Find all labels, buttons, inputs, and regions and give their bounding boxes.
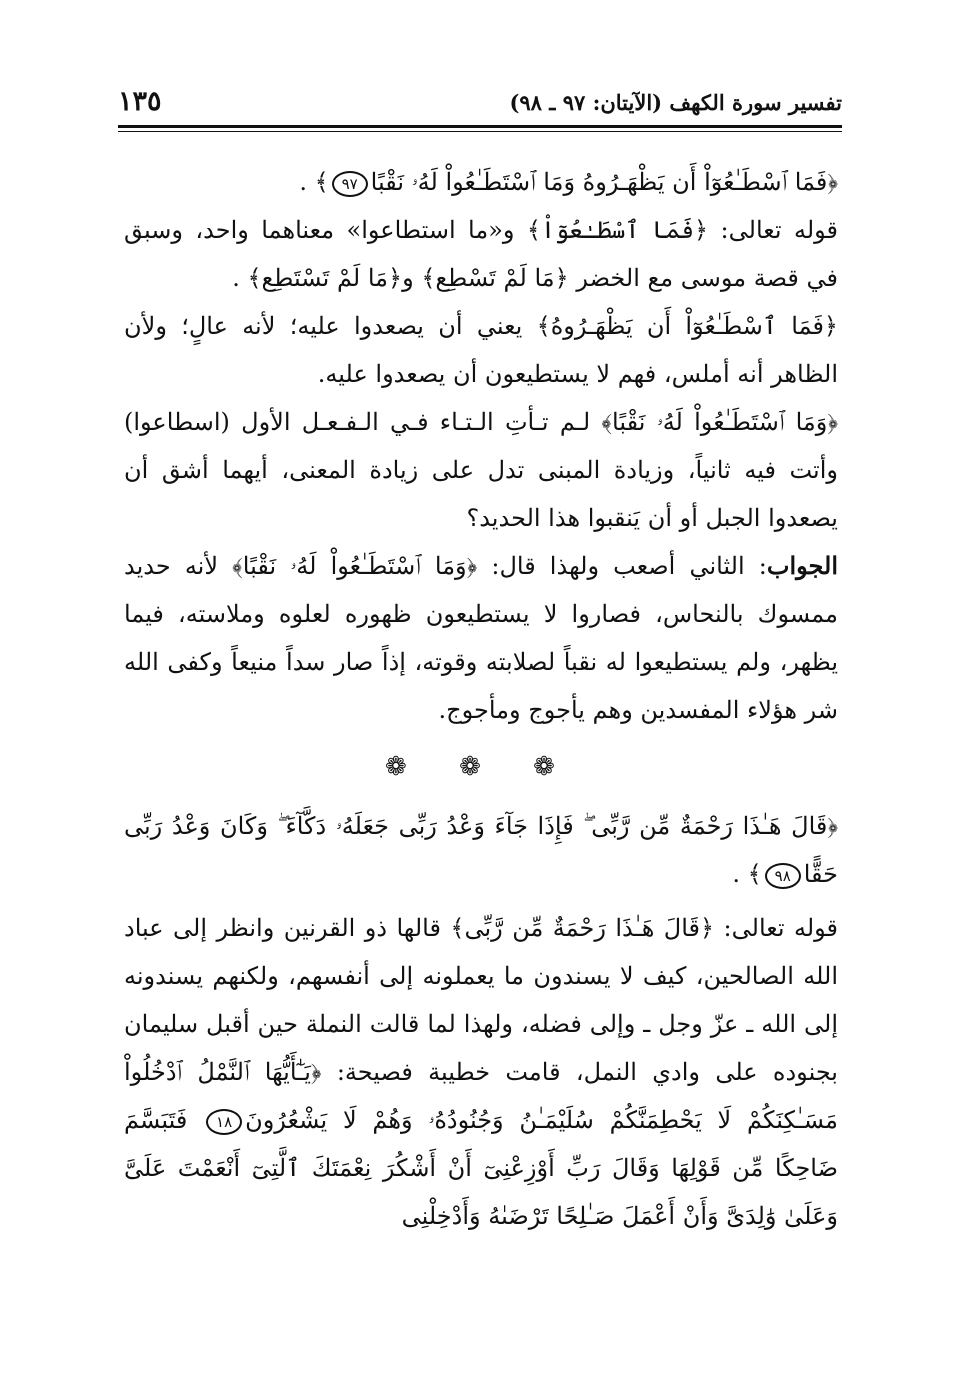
- quran-quote: ﴿مَا لَمْ تَسْطِع﴾: [421, 264, 569, 292]
- header-rule-thin: [118, 131, 842, 132]
- text-run: يعني أن يصعدوا عليه؛ لأنه عالٍ؛ ولأن الظاهر أنه أملس، فهم لا يستطيعون أن يصعدوا عليه.: [124, 312, 838, 388]
- answer-label: الجواب: [766, 551, 838, 580]
- ayah-number-badge: ٩٨: [765, 863, 801, 889]
- quran-quote: ﴿فَمَا ٱسْطَـٰعُوٓاْ أَن يَظْهَـرُوهُ﴾: [536, 312, 838, 340]
- verse-text: قَالَ هَـٰذَا رَحْمَةٌ مِّن رَّبِّى ۖ فَإِذَا جَآءَ وَعْدُ رَبِّى جَعَلَهُۥ دَكَّآءَ ۖ وَكَانَ وَعْدُ رَبِّى حَقًّا: [124, 812, 838, 888]
- quran-quote: فَتَبَسَّمَ ضَاحِكًا مِّن قَوْلِهَا وَقَالَ رَبِّ أَوْزِعْنِىٓ أَنْ أَشْكُرَ نِعْمَتَكَ ٱلَّتِىٓ أَنْعَمْتَ عَلَىَّ وَعَلَىٰ وَٰلِدَىَّ وَأَنْ أَعْمَلَ صَـٰلِحًا تَرْضَىٰهُ وَأَدْخِلْنِى: [124, 1106, 838, 1230]
- commentary-paragraph-5: [124, 904, 838, 1240]
- verse-close-bracket: ﴾ .: [732, 860, 762, 888]
- text-run: و«ما استطاعوا» معناهما واحد، وسبق في قصة موسى مع الخضر: [124, 216, 838, 292]
- commentary-paragraph-3: [124, 398, 838, 542]
- ayah-number-badge: ٩٧: [332, 171, 368, 197]
- quran-quote: ﴿قَالَ هَـٰذَا رَحْمَةٌ مِّن رَّبِّى﴾: [450, 914, 715, 942]
- verse-open-bracket: ﴿: [827, 812, 838, 840]
- commentary-paragraph-1: [124, 206, 838, 302]
- text-run: لـم تـأتِ الـتـاء فـي الـفـعـل الأول (اسطاعوا) وأتت فيه ثانياً، وزيادة المبنى تدل على زيادة المعنى، أيهما أشق أن يصعدوا الجبل أو أن يَنقبوا هذا الحديد؟: [124, 408, 838, 532]
- page-number: ١٣٥: [118, 86, 162, 117]
- ayah-number-badge: ١٨: [206, 1109, 242, 1135]
- verse-text: فَمَا ٱسْطَـٰعُوٓاْ أَن يَظْهَـرُوهُ وَمَا ٱسْتَطَـٰعُواْ لَهُۥ نَقْبًا: [370, 168, 828, 196]
- quran-quote: ﴿فَمَا ٱسْطَـٰعُوٓاْ﴾: [526, 216, 709, 244]
- header-rule-thick: [118, 125, 842, 128]
- quran-quote: ﴿وَمَا ٱسْتَطَـٰعُواْ لَهُۥ نَقْبًا﴾: [601, 408, 838, 436]
- commentary-paragraph-4: [124, 542, 838, 734]
- text-run: قوله تعالى:: [714, 914, 839, 942]
- text-run: : الثاني أصعب ولهذا قال:: [477, 552, 767, 580]
- text-run: قوله تعالى:: [708, 216, 838, 244]
- body-text: [124, 158, 838, 1240]
- verse-close-bracket: ﴾ .: [299, 168, 329, 196]
- text-run: قالها ذو القرنين وانظر إلى عباد الله الصالحين، كيف لا يسندون ما يعملونه إلى أنفسهم، ولكنهم يسندونه إلى الله ـ عزّ وجل ـ وإلى فضله، ولهذا لما قالت النملة حين أقبل سليمان بجنوده على وادي النمل، قامت خطيبة فصيحة:: [124, 914, 838, 1086]
- running-title: تفسير سورة الكهف (الآيتان: ٩٧ ـ ٩٨): [509, 90, 842, 115]
- verse-open-bracket: ﴿: [827, 168, 838, 196]
- verse-97: [124, 158, 838, 206]
- quran-quote: ﴿يَـٰٓأَيُّهَا ٱلنَّمْلُ ٱدْخُلُواْ مَسَـٰكِنَكُمْ لَا يَحْطِمَنَّكُمْ سُلَيْمَـٰنُ وَجُنُودُهُۥ وَهُمْ لَا يَشْعُرُونَ: [124, 1058, 838, 1134]
- text-run: .: [232, 264, 248, 292]
- commentary-paragraph-2: [124, 302, 838, 398]
- text-run: لأنه حديد ممسوك بالنحاس، فصاروا لا يستطيعون ظهوره لعلوه وملاسته، فيما يظهر، ولم يستطيعوا له نقباً لصلابته وقوته، إذاً صار سداً منيعاً وكفى الله شر هؤلاء المفسدين وهم يأجوج ومأجوج.: [124, 552, 838, 724]
- section-separator: ❁ ❁ ❁: [385, 752, 577, 782]
- quran-quote: ﴿مَا لَمْ تَسْتَطِع﴾: [247, 264, 403, 292]
- verse-98: [124, 802, 838, 898]
- text-run: و: [402, 264, 422, 292]
- quran-quote: ﴿وَمَا ٱسْتَطَـٰعُواْ لَهُۥ نَقْبًا﴾: [232, 552, 478, 580]
- page-header: [118, 86, 842, 120]
